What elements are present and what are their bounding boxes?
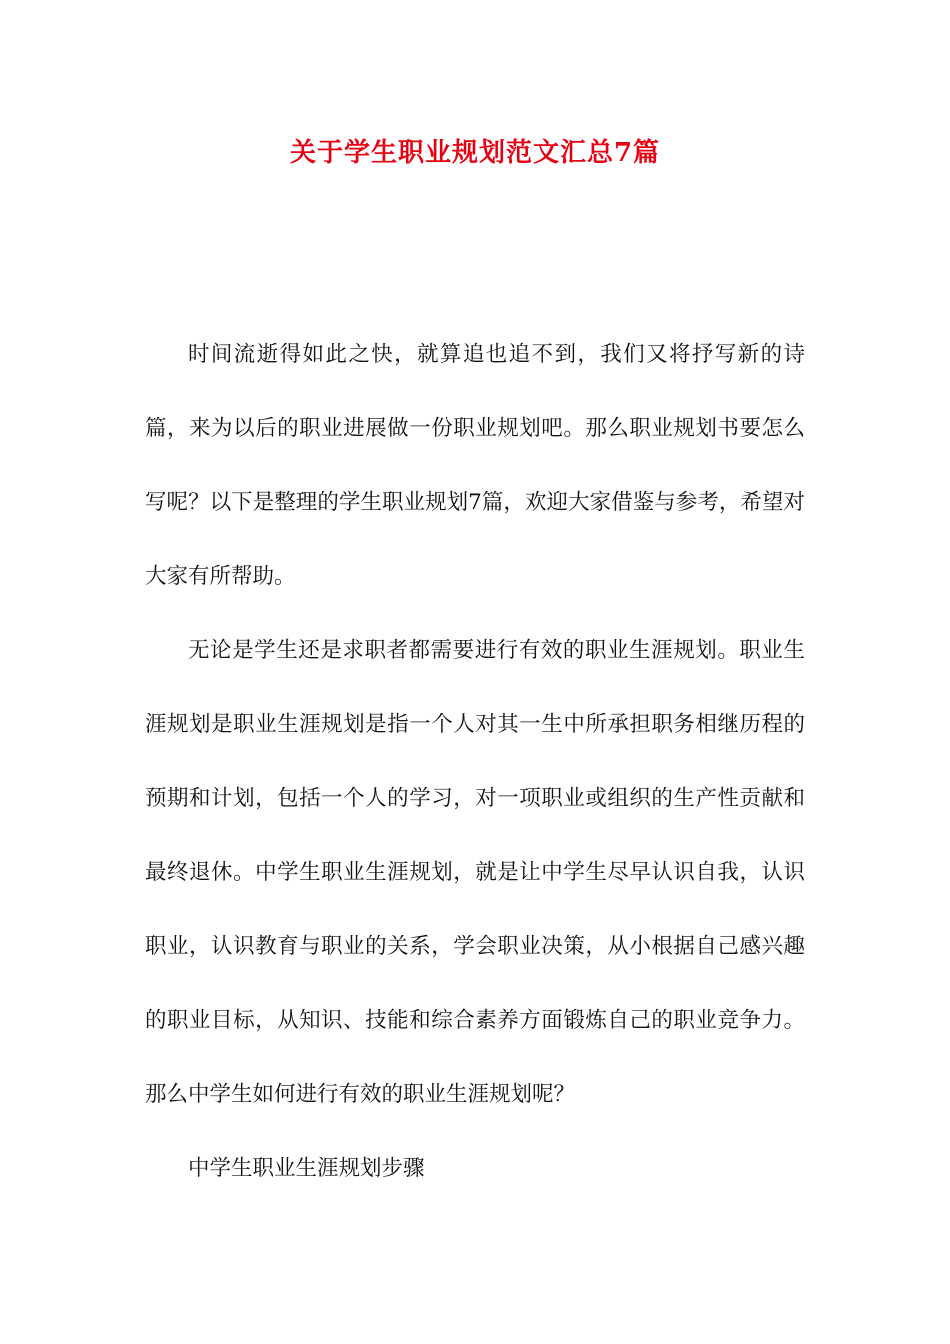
paragraph-intro: 时间流逝得如此之快，就算追也追不到，我们又将抒写新的诗篇，来为以后的职业进展做一份职业规划吧。那么职业规划书要怎么写呢？以下是整理的学生职业规划7篇，欢迎大家借鉴与参考，希望对大家有所帮助。 <box>145 342 805 589</box>
section-heading-steps: 中学生职业生涯规划步骤 <box>188 1156 425 1181</box>
document-title: 关于学生职业规划范文汇总7篇 <box>289 138 661 168</box>
paragraph-career-planning: 无论是学生还是求职者都需要进行有效的职业生涯规划。职业生涯规划是职业生涯规划是指一个人对其一生中所承担职务相继历程的预期和计划，包括一个人的学习，对一项职业或组织的生产性贡献和最终退休。中学生职业生涯规划，就是让中学生尽早认识自我，认识职业，认识教育与职业的关系，学会职业决策，从小根据自己感兴趣的职业目标，从知识、技能和综合素养方面锻炼自己的职业竞争力。那么中学生如何进行有效的职业生涯规划呢？ <box>145 638 805 1107</box>
document-body <box>145 318 805 1206</box>
